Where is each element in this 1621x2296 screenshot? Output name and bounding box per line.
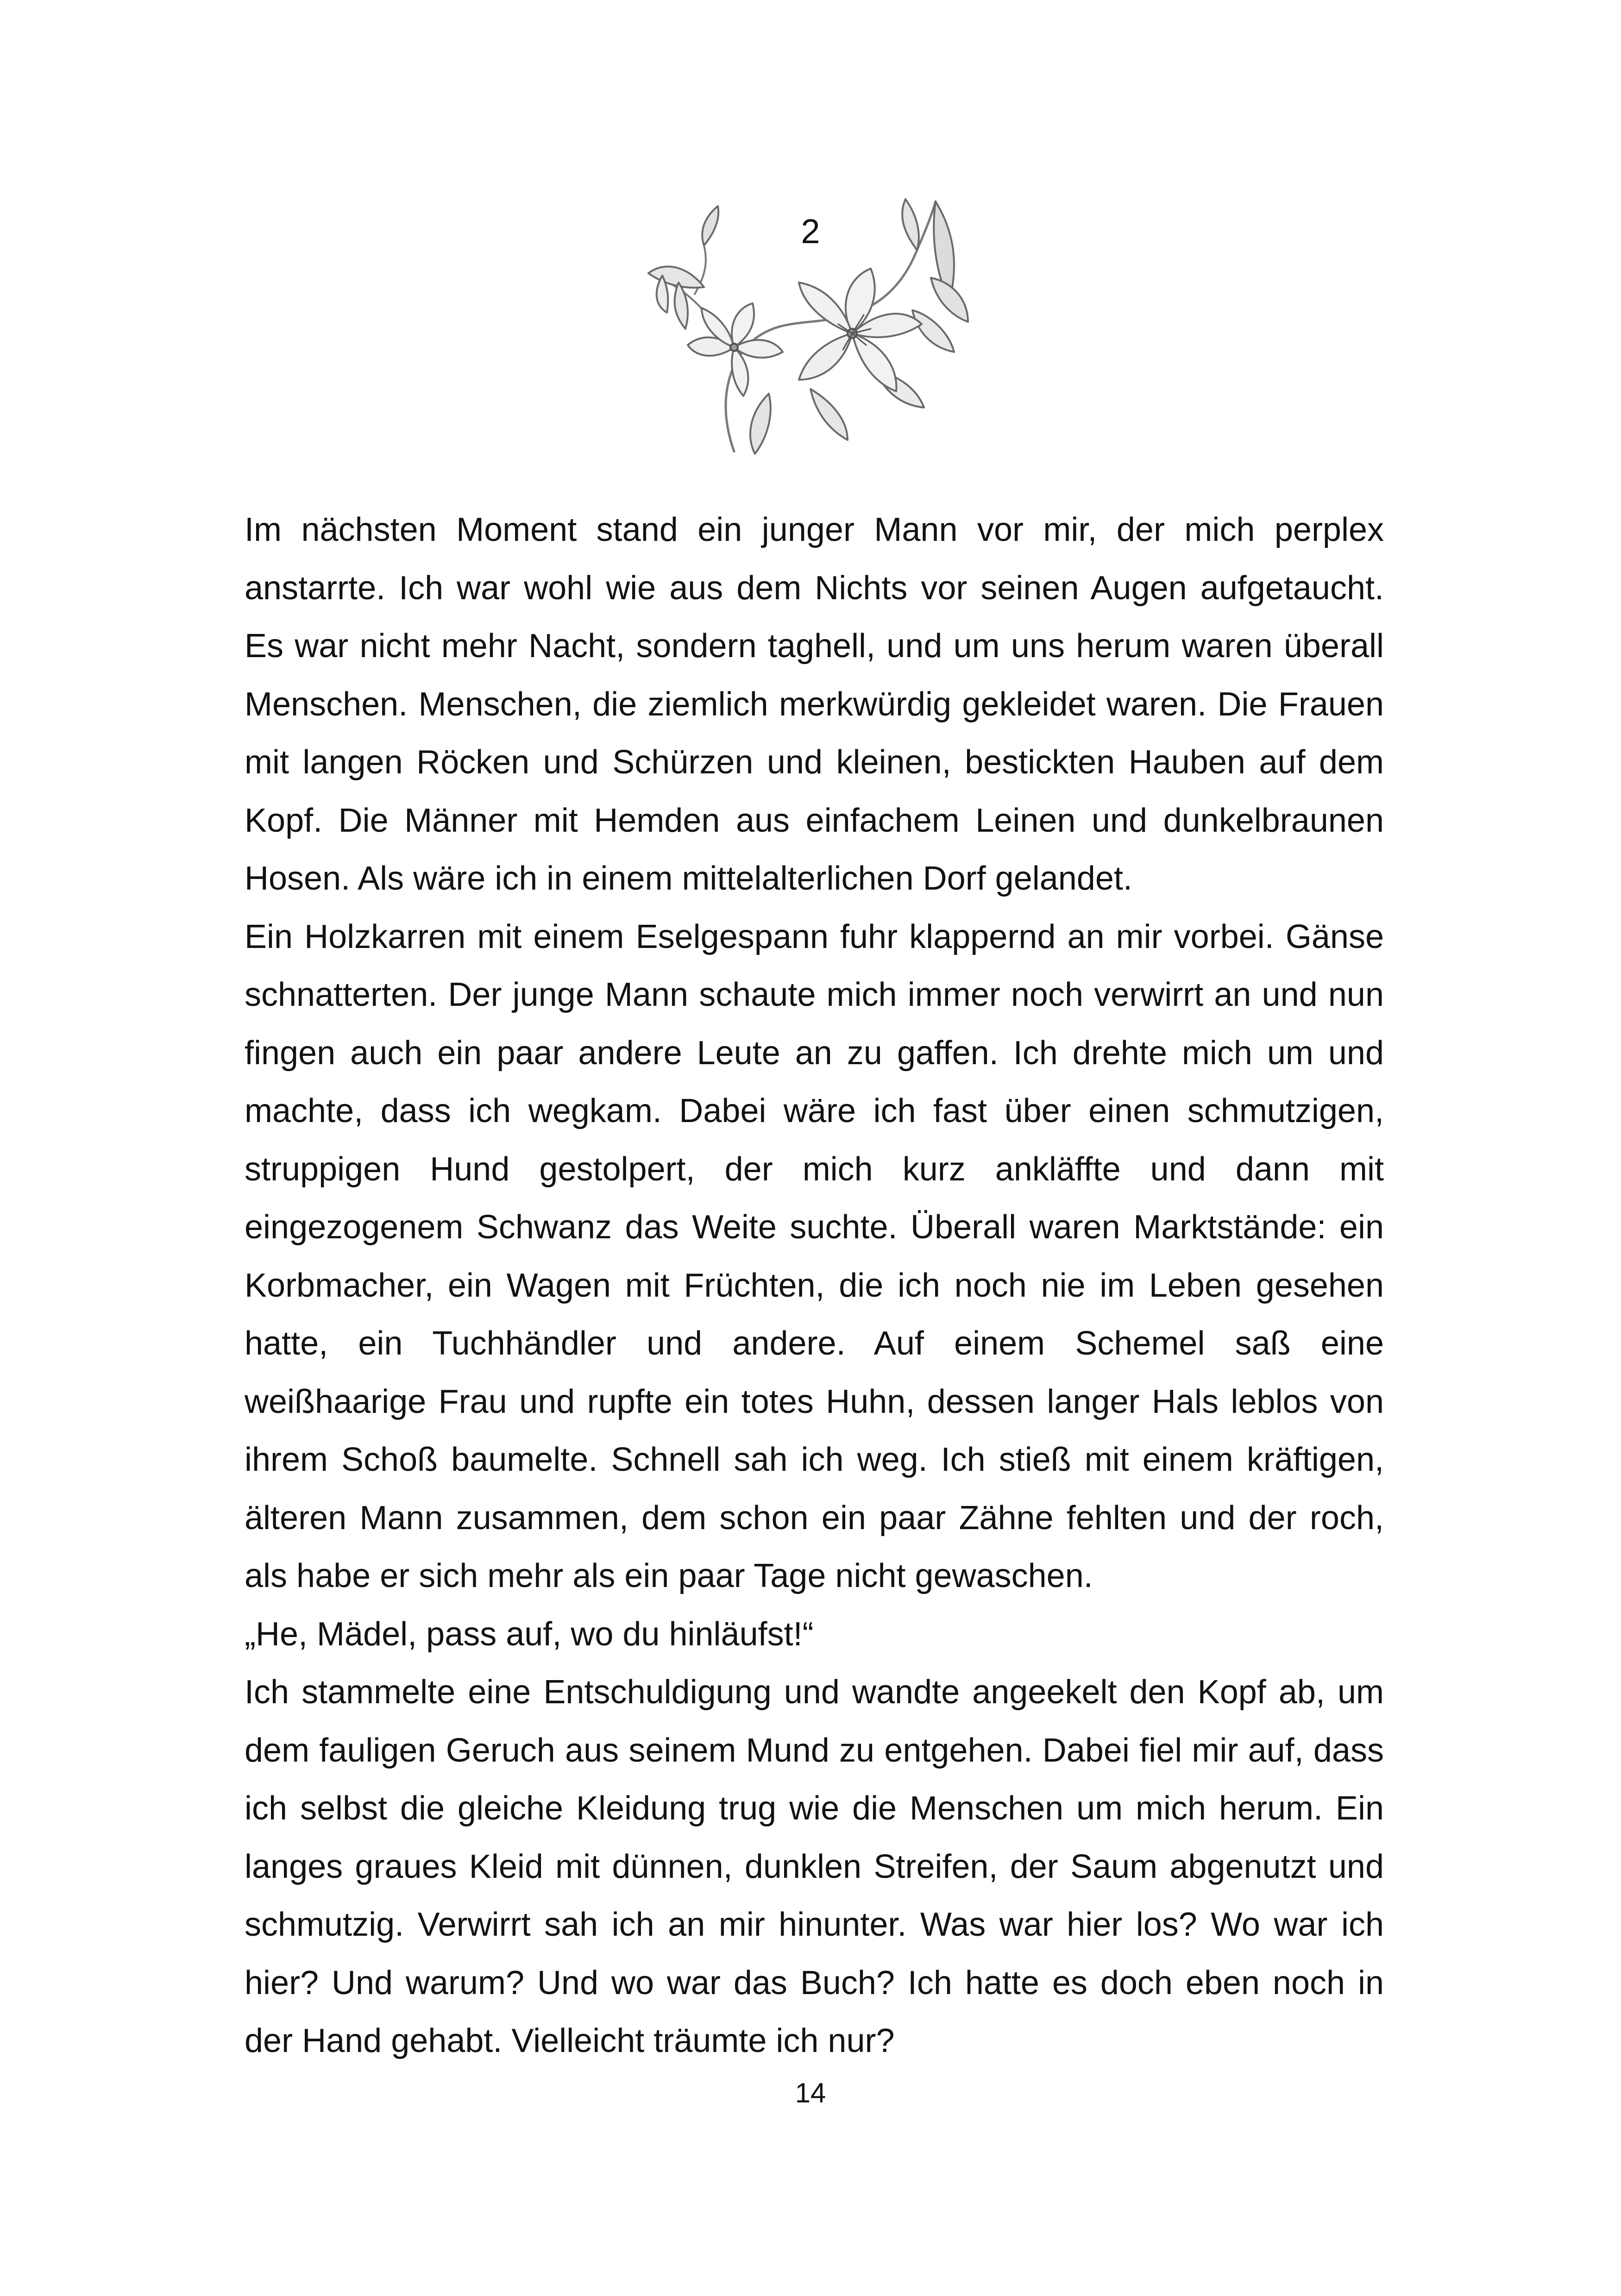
paragraph: Ich stammelte eine Entschuldigung und wandte angeekelt den Kopf ab, um dem fauligen Geruch aus seinem Mund zu entgehen. Dabei fiel mir auf, dass ich selbst die gleiche Kleidung trug wie die Menschen um mich herum. Ein langes graues Kleid mit dünnen, dunklen Streifen, der Saum abgenutzt und schmutzig. Verwirrt sah ich an mir hinunter. Was war hier los? Wo war ich hier? Und warum? Und wo war das Buch? Ich hatte es doch eben noch in der Hand gehabt. Vielleicht träumte ich nur?	[245, 1674, 1384, 2059]
paragraph: Im nächsten Moment stand ein junger Mann vor mir, der mich perplex anstarrte. Ich war wohl wie aus dem Nichts vor seinen Augen aufgetaucht. Es war nicht mehr Nacht, sondern taghell, und um uns herum waren überall Menschen. Menschen, die ziemlich merkwürdig gekleidet waren. Die Frauen mit langen Röcken und Schürzen und kleinen, bestickten Hauben auf dem Kopf. Die Männer mit Hemden aus einfachem Leinen und dunkelbraunen Hosen. Als wäre ich in einem mittelalterlichen Dorf gelandet.	[245, 511, 1384, 897]
chapter-text	[245, 501, 1384, 2070]
paragraph: Ein Holzkarren mit einem Eselgespann fuhr klappernd an mir vorbei. Gänse schnatterten. Der junge Mann schaute mich immer noch verwirrt an und nun fingen auch ein paar andere Leute an zu gaffen. Ich drehte mich um und machte, dass ich wegkam. Dabei wäre ich fast über einen schmutzigen, struppigen Hund gestolpert, der mich kurz ankläffte und dann mit eingezogenem Schwanz das Weite suchte. Überall waren Marktstände: ein Korbmacher, ein Wagen mit Früchten, die ich noch nie im Leben gesehen hatte, ein Tuchhändler und andere. Auf einem Schemel saß eine weißhaarige Frau und rupfte ein totes Huhn, dessen langer Hals leblos von ihrem Schoß baumelte. Schnell sah ich weg. Ich stieß mit einem kräftigen, älteren Mann zusammen, dem schon ein paar Zähne fehlten und der roch, als habe er sich mehr als ein paar Tage nicht gewaschen.	[245, 918, 1384, 1594]
page-number: 14	[795, 2077, 826, 2108]
dialogue-line: „He, Mädel, pass auf, wo du hinläufst!“	[245, 1615, 814, 1653]
chapter-number: 2	[801, 212, 820, 251]
